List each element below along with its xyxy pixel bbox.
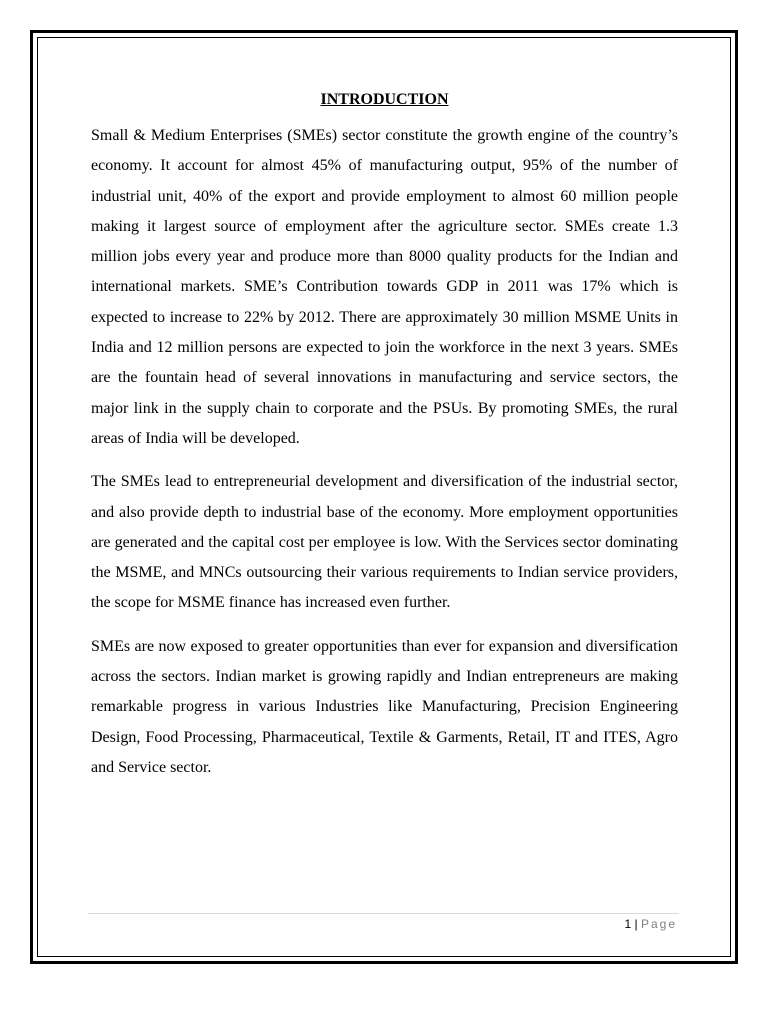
page-separator: | (634, 917, 638, 931)
paragraph-2: The SMEs lead to entrepreneurial development and diversification of the industrial sector, and also provide depth to industrial base of the economy. More employment opportunities are generated and the capital cost per employee is low. With the Services sector dominating the MSME, and MNCs outsourcing their various requirements to Indian service providers, the scope for MSME finance has increased even further. (91, 473, 678, 612)
paragraph-3: SMEs are now exposed to greater opportunities than ever for expansion and diversification across the sectors. Indian market is growing rapidly and Indian entrepreneurs are making remarkable progress in various Industries like Manufacturing, Precision Engineering Design, Food Processing, Pharmaceutical, Textile & Garments, Retail, IT and ITES, Agro and Service sector. (91, 637, 678, 776)
page-number: 1 (624, 917, 632, 931)
paragraph-1: Small & Medium Enterprises (SMEs) sector constitute the growth engine of the country’s economy. It account for almost 45% of manufacturing output, 95% of the number of industrial unit, 40% of the export and provide employment to almost 60 million people making it largest source of employment after the agriculture sector. SMEs create 1.3 million jobs every year and produce more than 8000 quality products for the Indian and international markets. SME’s Contribution towards GDP in 2011 was 17% which is expected to increase to 22% by 2012. There are approximately 30 million MSME Units in India and 12 million persons are expected to join the workforce in the next 3 years. SMEs are the fountain head of several innovations in manufacturing and service sectors, the major link in the supply chain to corporate and the PSUs. By promoting SMEs, the rural areas of India will be developed. (91, 127, 678, 447)
section-heading: INTRODUCTION (320, 91, 449, 108)
page-label: Page (640, 917, 677, 931)
page-footer (624, 916, 677, 932)
document-body (91, 89, 678, 796)
footer-divider (88, 913, 679, 914)
